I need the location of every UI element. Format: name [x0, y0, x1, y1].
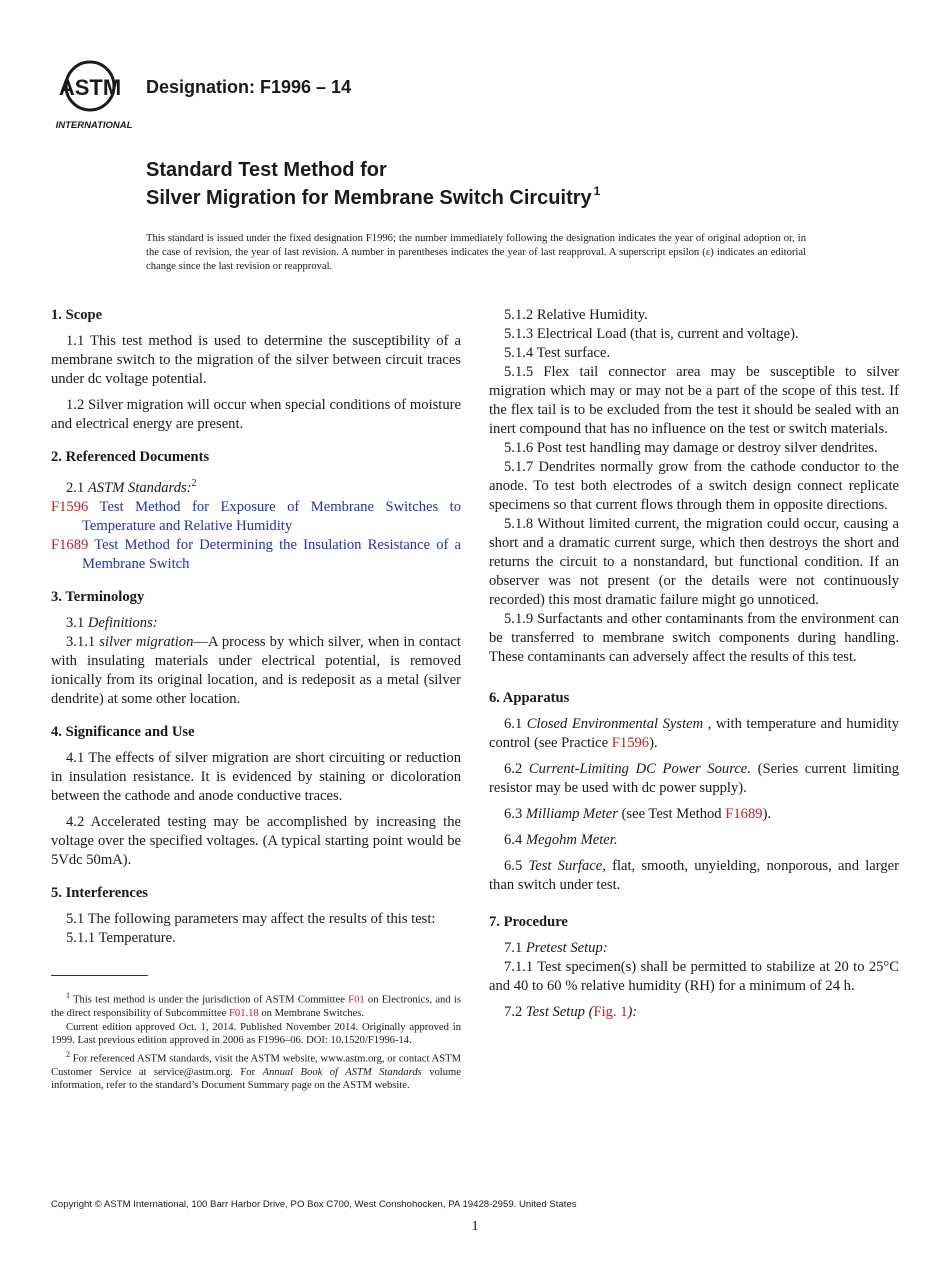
- reference-link[interactable]: F1596: [611, 735, 650, 751]
- copyright: Copyright © ASTM International, 100 Barr Harbor Drive, PO Box C700, West Conshohocken, PA 19428-2959. United States: [51, 1199, 577, 1210]
- para-6-4: [489, 831, 899, 850]
- section-7-heading: 7. Procedure: [489, 914, 568, 930]
- para-5-1-3: 5.1.3 Electrical Load (that is, current and voltage).: [504, 326, 799, 342]
- para-num: 6.3: [504, 806, 526, 822]
- para-5-1-2: 5.1.2 Relative Humidity.: [504, 307, 648, 323]
- para-5-1-7: 5.1.7 Dendrites normally grow from the cathode conductor to the anode. To test both electrodes of a switch design connect replicate specimens so that current flows through them in opposite directions.: [489, 459, 899, 513]
- para-6-1: [489, 715, 899, 753]
- title-footnote-mark: 1: [593, 184, 601, 198]
- para-2-1: [51, 474, 461, 498]
- para-label: Closed Environmental System ,: [526, 716, 712, 732]
- para-5-1-4: 5.1.4 Test surface.: [504, 345, 611, 361]
- footnote-rule: [51, 975, 148, 976]
- issuance-note: This standard is issued under the fixed designation F1996; the number immediately following the designation indicates the year of original adoption or, in the case of revision, the year of last revision. A number in parentheses indicates the year of last reapproval. A superscript epsilon (ε) indicates an editorial change since the last revision or reapproval.: [146, 233, 806, 272]
- para-7-1: [489, 939, 899, 958]
- logo-text: ASTM: [58, 75, 122, 100]
- title-line-2: [146, 184, 600, 210]
- definition: —A process by which silver, when in contact with insulating materials under electrical potential, is removed ionically from its original location, and is redeposit as a metal (silver dendrite) at some other location.: [51, 633, 461, 707]
- reference-code[interactable]: F1689: [51, 536, 89, 553]
- para-text: (Series current limiting resistor may be used with dc power supply).: [489, 761, 900, 796]
- para-1-1: 1.1 This test method is used to determine the susceptibility of a membrane switch to the migration of the silver between circuit traces under dc voltage potential.: [51, 333, 461, 387]
- para-label: ASTM Standards:: [87, 479, 192, 496]
- footnote-mark: 2: [191, 478, 197, 489]
- footnote-text: This test method is under the jurisdiction of ASTM Committee: [70, 994, 349, 1006]
- para-5-1-1: 5.1.1 Temperature.: [66, 929, 176, 946]
- astm-logo: [52, 55, 136, 135]
- reference-code[interactable]: F1596: [51, 498, 89, 515]
- para-label: Megohm Meter.: [525, 832, 618, 848]
- para-num: 6.5: [504, 858, 529, 874]
- para-num: 7.1: [504, 940, 526, 956]
- footnote-2: [51, 1048, 461, 1093]
- footnote-text: For referenced ASTM standards, visit the ASTM website, www.astm.org, or contact ASTM Customer Service at service@astm.org. For: [51, 1053, 461, 1078]
- para-label: Test Surface,: [528, 858, 606, 874]
- para-num: 6.2: [504, 761, 529, 777]
- para-5-1-9: 5.1.9 Surfactants and other contaminants from the environment can be transferred to membrane switch components during handling. These contaminants can adversely affect the results of this test.: [489, 611, 899, 665]
- right-column: [489, 306, 899, 1022]
- section-5-heading: 5. Interferences: [51, 884, 148, 901]
- para-5-1-5: 5.1.5 Flex tail connector area may be susceptible to silver migration which may or may not be a part of the scope of this test. If the flex tail is to be excluded from the test it should be sealed with an inert compound that has no influence on the test or switch materials.: [489, 364, 899, 437]
- reference-title[interactable]: Test Method for Determining the Insulation Resistance of a Membrane Switch: [82, 536, 461, 572]
- para-label: Pretest Setup:: [525, 940, 608, 956]
- para-4-1: 4.1 The effects of silver migration are short circuiting or reduction in insulation resistance. It is evidenced by staining or dicoloration between the cathode and anode conductive traces.: [51, 749, 461, 804]
- para-6-3: [489, 805, 899, 824]
- section-2-heading: 2. Referenced Documents: [51, 449, 210, 465]
- section-3-heading: 3. Terminology: [51, 588, 145, 605]
- para-label: Definitions:: [87, 614, 158, 631]
- para-text: ).: [649, 735, 658, 751]
- left-column: [51, 306, 461, 948]
- reference-f1596[interactable]: [51, 498, 461, 536]
- para-5-1-8: 5.1.8 Without limited current, the migration could occur, causing a short and a dramatic current surge, which then destroys the short and returns the circuit to a nonstandard, but functional condition. If an observer was not present (or the details were not continuously recorded) this most dramatic failure might go unnoticed.: [489, 516, 899, 608]
- para-text: (see Test Method: [617, 806, 726, 822]
- para-label: Current-Limiting DC Power Source.: [528, 761, 751, 777]
- committee-link[interactable]: F01: [348, 994, 365, 1006]
- figure-link[interactable]: Fig. 1: [593, 1004, 628, 1020]
- footnote-mark: 1: [66, 991, 70, 1000]
- para-label: Milliamp Meter: [525, 806, 618, 822]
- para-num: 3.1.1: [66, 633, 100, 650]
- para-3-1: [51, 614, 461, 633]
- para-6-5: [489, 857, 899, 895]
- footnote-text: on Membrane Switches.: [258, 1008, 365, 1020]
- title-line-1: Standard Test Method for: [146, 159, 387, 181]
- footnote-text: on Electronics, and is the direct responsibility of Subcommittee: [51, 994, 461, 1020]
- para-label: ):: [627, 1004, 638, 1020]
- para-label: Test Setup (: [525, 1004, 594, 1020]
- para-7-1-1: 7.1.1 Test specimen(s) shall be permitted to stabilize at 20 to 25°C and 40 to 60 % relative humidity (RH) for a minimum of 24 h.: [489, 959, 899, 994]
- page-number: 1: [471, 1219, 479, 1234]
- para-text: with temperature and humidity control (see Practice: [489, 716, 899, 751]
- reference-link[interactable]: F1689: [725, 806, 763, 822]
- reference-f1689[interactable]: [51, 536, 461, 574]
- para-text: flat, smooth, unyielding, nonporous, and larger than switch under test.: [489, 858, 899, 893]
- footnote-italic: Annual Book of ASTM Standards: [262, 1066, 422, 1078]
- logo-subtext: INTERNATIONAL: [55, 120, 133, 131]
- para-5-1: 5.1 The following parameters may affect the results of this test:: [66, 910, 436, 927]
- para-num: 6.1: [504, 716, 527, 732]
- section-1-heading: 1. Scope: [51, 307, 103, 323]
- subcommittee-link[interactable]: F01.18: [229, 1008, 259, 1020]
- footnote-edition: Current edition approved Oct. 1, 2014. Published November 2014. Originally approved in 1999. Last previous edition approved in 2006 as F1996–06. DOI: 10.1520/F1996-14.: [51, 1021, 461, 1047]
- footnote-1: [51, 989, 461, 1021]
- section-6-heading: 6. Apparatus: [489, 690, 570, 706]
- para-6-2: [489, 760, 899, 798]
- para-5-1-6: 5.1.6 Post test handling may damage or destroy silver dendrites.: [504, 440, 878, 456]
- para-3-1-1: [51, 633, 461, 709]
- reference-title[interactable]: Test Method for Exposure of Membrane Switches to Temperature and Relative Humidity: [82, 498, 461, 534]
- footnote-text: volume information, refer to the standard’s Document Summary page on the ASTM website.: [51, 1066, 461, 1092]
- designation: Designation: F1996 – 14: [146, 77, 352, 97]
- title-text: Silver Migration for Membrane Switch Circuitry: [146, 187, 592, 209]
- para-num: 2.1: [66, 479, 88, 496]
- para-num: 6.4: [504, 832, 526, 848]
- para-num: 7.2: [504, 1004, 526, 1020]
- section-4-heading: 4. Significance and Use: [51, 723, 195, 740]
- para-num: 3.1: [66, 614, 88, 631]
- para-1-2: 1.2 Silver migration will occur when special conditions of moisture and electrical energy are present.: [51, 397, 461, 432]
- footnotes: [51, 989, 461, 1093]
- para-7-2: [489, 1003, 899, 1022]
- term: silver migration: [99, 633, 194, 650]
- para-text: ).: [762, 806, 772, 822]
- para-4-2: 4.2 Accelerated testing may be accomplished by increasing the voltage over the specified voltages. (A typical starting point would be 5Vdc 50mA).: [51, 813, 461, 868]
- footnote-mark: 2: [66, 1049, 70, 1059]
